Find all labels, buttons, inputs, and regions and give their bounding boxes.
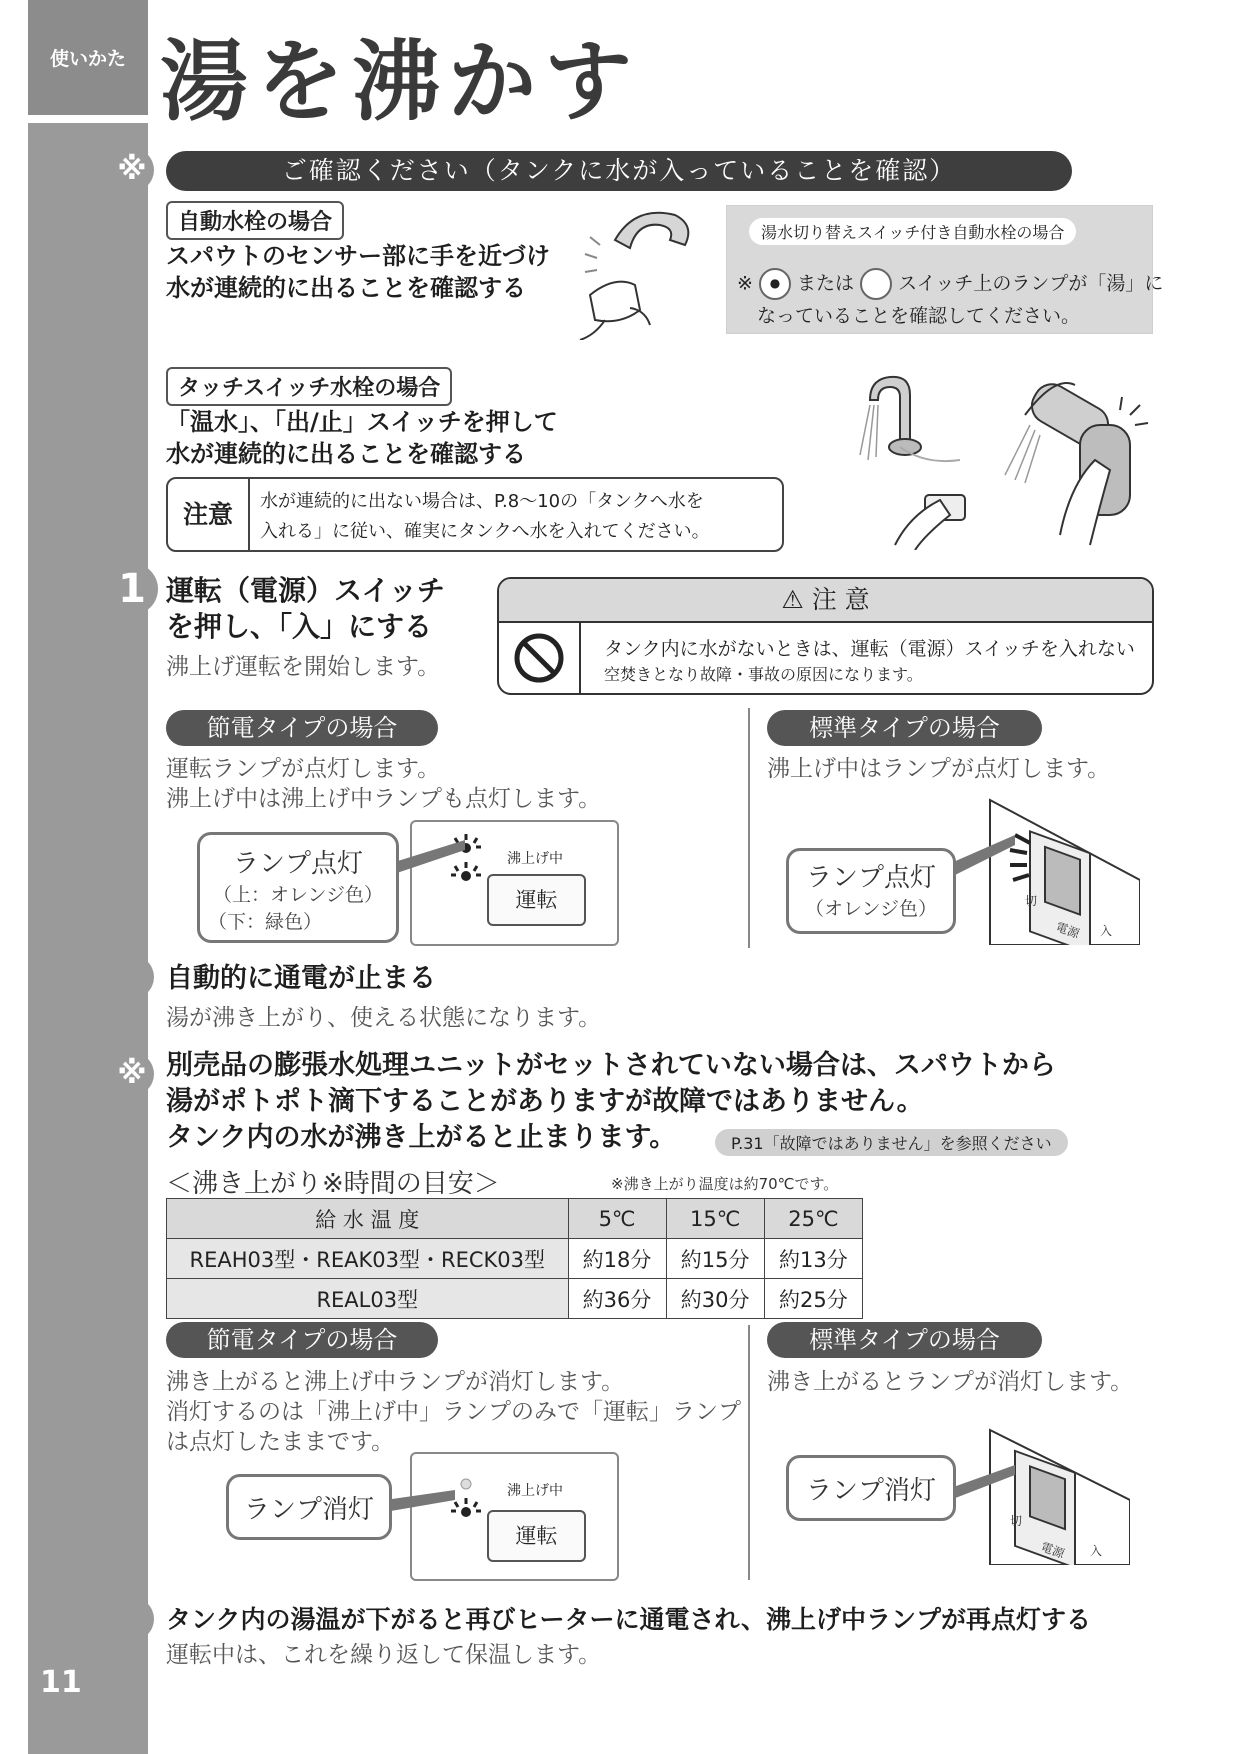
standard-off-line-1: 沸き上がるとランプが消灯します。 (767, 1369, 1134, 1395)
run-button-off[interactable]: 運転 (487, 1510, 586, 1562)
reference-link[interactable]: P.31「故障ではありません」を参照ください (715, 1129, 1068, 1156)
page-number: 11 (40, 1665, 82, 1700)
caution-line-2: 空焚きとなり故障・事故の原因になります。 (604, 665, 923, 684)
step1-subtitle: 沸上げ運転を開始します。 (166, 654, 441, 680)
table-cell: 約13分 (764, 1239, 862, 1279)
power-switch-label-off: 電源 (1038, 1539, 1067, 1562)
warning-triangle-icon: ⚠ (781, 585, 804, 614)
lamp-on-callout-title: ランプ点灯 (232, 849, 363, 879)
reheat-sub: 運転中は、これを繰り返して保温します。 (166, 1642, 602, 1668)
step1-title-2: を押し、「入」にする (166, 610, 433, 643)
touch-faucet-illustration (830, 365, 1160, 550)
switch-off-label-off: 切 (1010, 1514, 1023, 1528)
boiling-lamp-label-off: 沸上げ中 (507, 1483, 563, 1499)
auto-stop-title: 自動的に通電が止まる (166, 963, 436, 994)
note-label: 注意 (168, 479, 250, 550)
prohibition-icon (511, 630, 567, 686)
note2-line-2: 湯がポトポト滴下することがありますが故障ではありません。 (166, 1086, 924, 1117)
prohibition-cell (499, 623, 581, 693)
step-marker-autostop (110, 955, 154, 999)
saving-off-line-2: 消灯するのは「沸上げ中」ランプのみで「運転」ランプ (166, 1399, 741, 1425)
reheat-title: タンク内の湯温が下がると再びヒーターに通電され、沸上げ中ランプが再点灯する (166, 1605, 1092, 1634)
table-cell: 約25分 (764, 1279, 862, 1319)
table-header-cell: 給 水 温 度 (167, 1199, 569, 1239)
saving-off-line-3: は点灯したままです。 (166, 1429, 395, 1455)
run-button[interactable]: 運転 (487, 874, 586, 926)
column-divider-2 (748, 1325, 750, 1580)
std-lamp-on-callout (786, 848, 956, 934)
saving-on-line-1: 運転ランプが点灯します。 (166, 756, 441, 782)
saving-type-label-on: 節電タイプの場合 (166, 710, 438, 746)
table-header-cell: 25℃ (764, 1199, 862, 1239)
table-cell: 約18分 (568, 1239, 666, 1279)
note-line-1: 水が連続的に出ない場合は、P.8〜10の「タンクへ水を (260, 491, 704, 512)
std-lamp-off-callout-title: ランプ消灯 (805, 1476, 936, 1506)
switch-off-label: 切 (1025, 894, 1038, 908)
saving-off-line-1: 沸き上がると沸上げ中ランプが消灯します。 (166, 1369, 625, 1395)
boiling-lamp-label: 沸上げ中 (507, 851, 563, 867)
touch-faucet-label: タッチスイッチ水栓の場合 (166, 367, 452, 406)
boil-time-table (166, 1198, 863, 1319)
asterisk-mark: ※ (737, 272, 753, 295)
table-header-cell: 5℃ (568, 1199, 666, 1239)
column-divider-1 (748, 708, 750, 948)
touch-faucet-text-2: 水が連続的に出ることを確認する (166, 440, 526, 468)
step-1-marker: 1 (106, 563, 158, 615)
switch-lamp-text: スイッチ上のランプが「湯」に (898, 272, 1164, 295)
auto-faucet-text-1: スパウトのセンサー部に手を近づけ (166, 242, 550, 270)
boil-time-title: ＜沸き上がり※時間の目安＞ (166, 1169, 500, 1199)
std-lamp-on-callout-title: ランプ点灯 (805, 863, 936, 893)
std-lamp-off-callout (786, 1455, 956, 1521)
timeline-line (127, 170, 137, 1610)
auto-faucet-illustration (575, 200, 705, 340)
switch-faucet-panel (726, 205, 1164, 334)
auto-faucet-label: 自動水栓の場合 (166, 201, 344, 240)
auto-faucet-text-2: 水が連続的に出ることを確認する (166, 274, 526, 302)
note-box (166, 477, 784, 552)
table-row (167, 1239, 863, 1279)
auto-stop-sub: 湯が沸き上がり、使える状態になります。 (166, 1005, 602, 1031)
asterisk-marker-2: ※ (110, 1052, 154, 1096)
section-label: 使いかた (49, 48, 126, 70)
table-cell: 約15分 (666, 1239, 764, 1279)
note2-line-1: 別売品の膨張水処理ユニットがセットされていない場合は、スパウトから (166, 1050, 1056, 1081)
switch-faucet-line-1 (737, 268, 1163, 300)
asterisk-marker-1: ※ (110, 148, 154, 192)
table-header-cell: 15℃ (666, 1199, 764, 1239)
caution-box (497, 577, 1154, 695)
sidebar-divider (28, 115, 148, 123)
or-text: または (797, 272, 855, 295)
switch-faucet-line-2: なっていることを確認してください。 (757, 305, 1081, 327)
step1-title-1: 運転（電源）スイッチ (166, 574, 445, 607)
note-line-2: 入れる」に従い、確実にタンクへ水を入れてください。 (260, 521, 710, 542)
boil-time-note: ※沸き上がり温度は約70℃です。 (611, 1175, 839, 1193)
confirm-banner: ご確認ください（タンクに水が入っていることを確認） (166, 151, 1072, 191)
saving-on-line-2: 沸上げ中は沸上げ中ランプも点灯します。 (166, 786, 602, 812)
step-marker-reheat (110, 1597, 154, 1641)
touch-faucet-text-1: 「温水」、「出/止」スイッチを押して (166, 408, 558, 436)
standard-type-label-off: 標準タイプの場合 (767, 1322, 1042, 1358)
callout-pointer-off (380, 1480, 460, 1520)
switch-on-label-off: 入 (1090, 1544, 1103, 1558)
standard-type-label-on: 標準タイプの場合 (767, 710, 1042, 746)
table-cell: 約36分 (568, 1279, 666, 1319)
std-lamp-on-callout-line-1: （オレンジ色） (804, 898, 938, 920)
switch-faucet-label: 湯水切り替えスイッチ付き自動水栓の場合 (749, 218, 1076, 245)
note2-line-3: タンク内の水が沸き上がると止まります。 (166, 1122, 677, 1153)
lamp-on-callout (197, 832, 399, 943)
hot-water-switch-icon: ● (759, 268, 791, 300)
hot-cold-switch-icon (860, 268, 892, 300)
standard-on-line-1: 沸上げ中はランプが点灯します。 (767, 756, 1111, 782)
lamp-off-callout-title: ランプ消灯 (243, 1495, 374, 1525)
table-header-row (167, 1199, 863, 1239)
power-switch-label: 電源 (1053, 919, 1082, 942)
table-cell: 約30分 (666, 1279, 764, 1319)
table-cell: REAL03型 (167, 1279, 569, 1319)
switch-on-label: 入 (1100, 924, 1113, 938)
lamp-on-callout-line-1: （上：オレンジ色） (212, 884, 384, 906)
saving-type-label-off: 節電タイプの場合 (166, 1322, 438, 1358)
page-title: 湯を沸かす (160, 29, 641, 133)
table-cell: REAH03型・REAK03型・RECK03型 (167, 1239, 569, 1279)
caution-line-1: タンク内に水がないときは、運転（電源）スイッチを入れない (604, 638, 1135, 660)
lamp-on-callout-line-2: （下：緑色） (208, 911, 323, 933)
caution-header (499, 579, 1152, 623)
lamp-off-callout (226, 1474, 392, 1540)
caution-header-text: 注 意 (811, 585, 870, 614)
table-row (167, 1279, 863, 1319)
